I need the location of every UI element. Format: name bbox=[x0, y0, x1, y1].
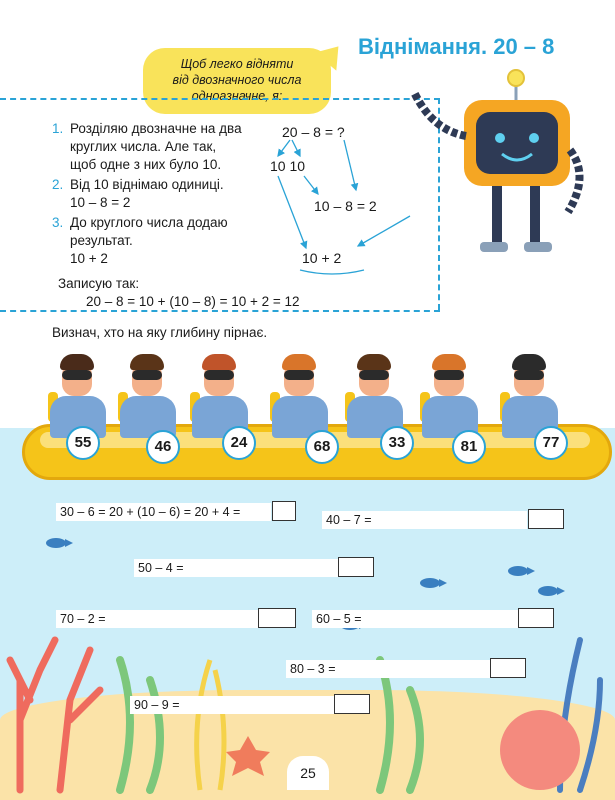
equation-row bbox=[56, 610, 106, 628]
equation-row bbox=[322, 511, 372, 529]
equation-text: 40 – 7 = bbox=[326, 513, 372, 527]
depth-badge: 81 bbox=[452, 430, 486, 464]
step-number: 1. bbox=[52, 121, 64, 136]
diagram-row-4: 10 + 2 bbox=[302, 250, 342, 266]
step-3 bbox=[52, 214, 282, 268]
step-text: До круглого числа додаю результат. 10 + 2 bbox=[70, 215, 228, 266]
depth-badge: 33 bbox=[380, 426, 414, 460]
diving-mask-icon bbox=[62, 370, 92, 380]
bubble-line-3: одноазначне, я: bbox=[191, 89, 283, 103]
diving-mask-icon bbox=[284, 370, 314, 380]
fish-icon bbox=[420, 578, 440, 588]
answer-box[interactable] bbox=[258, 608, 296, 628]
step-number: 3. bbox=[52, 215, 64, 230]
answer-box[interactable] bbox=[490, 658, 526, 678]
diver bbox=[270, 352, 330, 442]
depth-badge: 46 bbox=[146, 430, 180, 464]
diver-hair bbox=[357, 354, 391, 370]
equation-text: 30 – 6 = 20 + (10 – 6) = 20 + 4 = bbox=[60, 505, 241, 519]
diagram-row-2: 10 10 bbox=[270, 158, 306, 174]
diagram-row-3: 10 – 8 = 2 bbox=[314, 198, 377, 214]
equation-text: 60 – 5 = bbox=[316, 612, 362, 626]
depth-badge: 68 bbox=[305, 430, 339, 464]
diver-hair bbox=[130, 354, 164, 370]
diver-hair bbox=[432, 354, 466, 370]
diving-mask-icon bbox=[204, 370, 234, 380]
record-label: Записую так: bbox=[58, 276, 140, 291]
equation-text: 80 – 3 = bbox=[290, 662, 336, 676]
diver-hair bbox=[282, 354, 316, 370]
equation-text: 50 – 4 = bbox=[138, 561, 184, 575]
bubble-line-2: від двозначного числа bbox=[172, 73, 302, 87]
diving-mask-icon bbox=[434, 370, 464, 380]
depth-badge: 55 bbox=[66, 426, 100, 460]
speech-bubble bbox=[143, 48, 331, 114]
equation-row bbox=[130, 696, 180, 714]
step-number: 2. bbox=[52, 177, 64, 192]
bubble-line-1: Щоб легко відняти bbox=[180, 57, 294, 71]
diver bbox=[420, 352, 480, 442]
answer-box[interactable] bbox=[518, 608, 554, 628]
equation-row bbox=[56, 503, 240, 521]
step-2 bbox=[52, 176, 282, 212]
equation-row bbox=[286, 660, 336, 678]
dashed-frame-top bbox=[0, 98, 440, 100]
fish-icon bbox=[508, 566, 528, 576]
answer-box[interactable] bbox=[272, 501, 296, 521]
answer-box[interactable] bbox=[528, 509, 564, 529]
diver bbox=[118, 352, 178, 442]
equation-text: 70 – 2 = bbox=[60, 612, 106, 626]
equation-text: 90 – 9 = bbox=[134, 698, 180, 712]
dashed-frame-bottom bbox=[0, 310, 440, 312]
fish-icon bbox=[46, 538, 66, 548]
page-number: 25 bbox=[287, 756, 329, 790]
diving-mask-icon bbox=[514, 370, 544, 380]
step-1 bbox=[52, 120, 282, 174]
equation-row bbox=[134, 559, 184, 577]
robot-illustration bbox=[384, 66, 584, 256]
diver-hair bbox=[202, 354, 236, 370]
diver-hair bbox=[60, 354, 94, 370]
diver-hair bbox=[512, 354, 546, 370]
steps-list bbox=[52, 120, 282, 270]
page-title: Віднімання. 20 – 8 bbox=[358, 34, 555, 59]
depth-badge: 24 bbox=[222, 426, 256, 460]
answer-box[interactable] bbox=[334, 694, 370, 714]
record-line: 20 – 8 = 10 + (10 – 8) = 10 + 2 = 12 bbox=[86, 294, 300, 309]
fish-icon bbox=[538, 586, 558, 596]
step-text: Від 10 віднімаю одиниці. 10 – 8 = 2 bbox=[70, 177, 224, 210]
diving-mask-icon bbox=[132, 370, 162, 380]
answer-box[interactable] bbox=[338, 557, 374, 577]
depth-badge: 77 bbox=[534, 426, 568, 460]
step-text: Розділяю двозначне на два круглих числа. Але так, щоб одне з них було 10. bbox=[70, 121, 242, 172]
diagram-row-1: 20 – 8 = ? bbox=[282, 124, 345, 140]
diving-mask-icon bbox=[359, 370, 389, 380]
equation-row bbox=[312, 610, 362, 628]
task-instruction: Визнач, хто на яку глибину пірнає. bbox=[52, 325, 268, 340]
